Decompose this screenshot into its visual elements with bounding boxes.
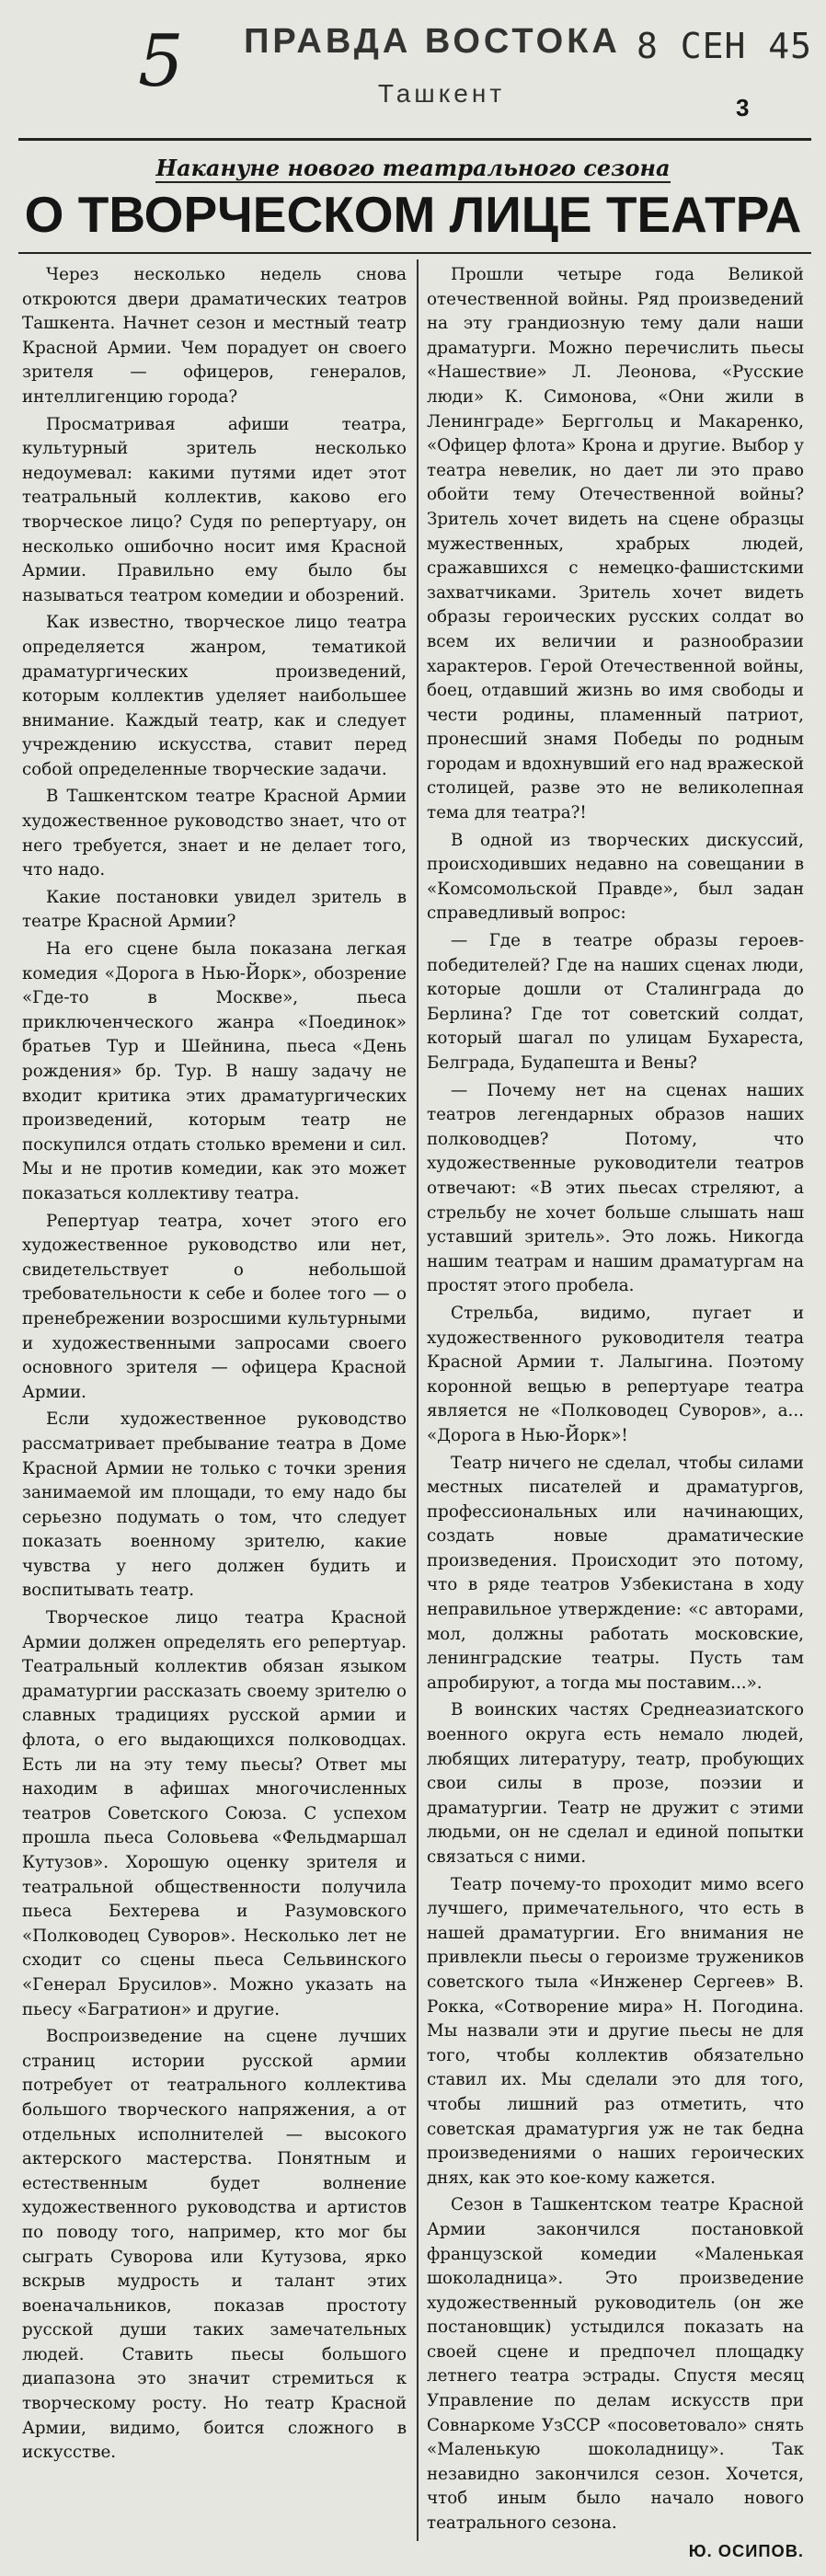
article-paragraph: В Ташкентском театре Красной Армии художественное руководство знает, что от него требуется, знает и не делает того, что надо. [22,787,407,880]
page-number: 3 [736,94,750,121]
article-title: О ТВОРЧЕСКОМ ЛИЦЕ ТЕАТРА [24,186,802,243]
handwritten-mark: 5 [138,20,184,103]
city-name: Ташкент [377,79,506,108]
rubric [0,155,826,181]
article-paragraph: Какие постановки увидел зритель в театре Красной Армии? [22,887,407,932]
left-column [22,263,407,2468]
article-paragraph: Через несколько недель снова откроются двери драматических театров Ташкента. Начнет сезон и местный театр Красной Армии. Чем порадует он своего зрителя — офицеров, генералов, интеллигенцию города? [22,265,407,407]
right-column [427,263,804,2566]
author-signature: Ю. ОСИПОВ. [688,2540,804,2560]
article-paragraph: Театр почему-то проходит мимо всего лучшего, примечательного, что есть в нашей драматургии. Его внимания не привлекли пьесы о героизме тружеников советского тыла «Инженер Сергеев» В. Рокка, «Сотворение мира» Н. Погодина. Мы назвали эти и другие пьесы не для того, чтобы коллектив обязательно ставил их. Мы сделали это для того, чтобы лишний раз отметить, что советская драматургия уж не так бедна произведениями о наших героических днях, как это кое-кому кажется. [427,1874,804,2188]
rubric-text: Накануне нового театрального сезона [155,155,671,181]
date-stamp: 8 СЕН 45 [637,26,813,66]
newspaper-name: ПРАВДА ВОСТОКА [244,22,621,61]
article-paragraph: Творческое лицо театра Красной Армии должен определять его репертуар. Театральный коллектив обязан языком драматургии рассказать своему зрителю о славных традициях русской армии и флота, о его выдающихся полководцах. Есть ли на эту тему пьесы? Ответ мы находим в афишах многочисленных театров Советского Союза. С успехом прошла пьеса Соловьева «Фельдмаршал Кутузов». Хорошую оценку зрителя и театральной общественности получила пьеса Бехтерева и Разумовского «Полководец Суворов». Несколько лет не сходит со сцены пьеса Сельвинского «Генерал Брусилов». Можно указать на пьесу «Багратион» и другие. [22,1608,407,2019]
headline-rule [18,252,811,254]
article-paragraph: В одной из творческих дискуссий, происходивших недавно на совещании в «Комсомольской Правде», был задан справедливый вопрос: [427,830,804,924]
article-paragraph: — Где в театре образы героев-победителей? Где на наших сценах люди, которые дошли от Сталинграда до Берлина? Где тот советский солдат, который шагал по улицам Бухареста, Белграда, Будапешта и Вены? [427,931,804,1073]
article-paragraph: В воинских частях Среднеазиатского военного округа есть немало людей, любящих литературу, театр, пробующих свои силы в прозе, поэзии и драматургии. Театр не дружит с этими людьми, он не сделал и единой попытки связаться с ними. [427,1700,804,1867]
article-paragraph: Как известно, творческое лицо театра определяется жанром, тематикой драматургических произведений, которым коллектив уделяет наибольшее внимание. Каждый театр, как и следует учреждению искусства, ставит перед собой определенные творческие задачи. [22,613,407,779]
article-paragraph: Прошли четыре года Великой отечественной войны. Ряд произведений на эту грандиозную тему дали наши драматурги. Можно перечислить пьесы «Нашествие» Л. Леонова, «Русские люди» К. Симонова, «Они жили в Ленинграде» Берггольц и Макаренко, «Офицер флота» Крона и другие. Выбор у театра невелик, но дает ли это право обойти тему Отечественной войны? Зритель хочет видеть на сцене образцы мужественных, храбрых людей, сражавшихся с немецко-фашистскими захватчиками. Зритель хочет видеть образы героических русских солдат во всем их величии и разнообразии характеров. Герой Отечественной войны, боец, отдавший жизнь во имя свободы и чести родины, пламенный патриот, пронесший знамя Победы по родным городам и вдохнувший его над вражеской столицей, разве это не великолепная тема для театра?! [427,265,804,823]
article-paragraph: Сезон в Ташкентском театре Красной Армии закончился постановкой французской комедии «Маленькая шоколадница». Это произведение художественный руководитель (он же постановщик) устыдился показать на своей сцене и предпочел площадку летнего театра эстрады. Спустя месяц Управление по делам искусств при Совнаркоме УзССР «посоветовало» снять «Маленькую шоколадницу». Так незавидно закончился сезон. Хочется, чтоб иным было начало нового театрального сезона. [427,2195,804,2534]
article-paragraph: На его сцене была показана легкая комедия «Дорога в Нью-Йорк», обозрение «Где-то в Москве», пьеса приключенческого жанра «Поединок» братьев Тур и Шейнина, пьеса «День рождения» бр. Тур. В нашу задачу не входит критика этих драматургических произведений, которым театр не поскупился отдать столько времени и сил. Мы и не против комедии, как это может показаться коллективу театра. [22,939,407,1203]
article-paragraph: Театр ничего не сделал, чтобы силами местных писателей и драматургов, профессиональных или начинающих, создать новые драматические произведения. Происходит это потому, что в ряде театров Узбекистана в ходу неправильное утверждение: «с авторами, мол, должны работать московские, ленинградские театры. Пусть там апробируют, а тогда мы поставим...». [427,1453,804,1693]
article-paragraph: — Почему нет на сценах наших театров легендарных образов наших полководцев? Потому, что художественные руководители театров отвечают: «В этих пьесах стреляют, а стрельбу не хочет больше слышать наш уставший зритель». Это ложь. Никогда нашим театрам и нашим драматургам на простят этого пробела. [427,1080,804,1296]
article-paragraph: Если художественное руководство рассматривает пребывание театра в Доме Красной Армии не только с точки зрения занимаемой им площади, то ему надо бы серьезно подумать о том, что следует показать военному зрителю, какие чувства у него должен будить и воспитывать театр. [22,1409,407,1601]
column-divider [417,259,419,2541]
article-paragraph: Просматривая афиши театра, культурный зритель несколько недоумевал: какими путями идет этот театральный коллектив, каково его творческое лицо? Судя по репертуару, он несколько ошибочно носит имя Красной Армии. Правильно ему было бы называться театром комедии и обозрений. [22,414,407,605]
top-rule [18,138,811,141]
article-paragraph: Воспроизведение на сцене лучших страниц истории русской армии потребует от театрального коллектива большого творческого напряжения, а от отдельных исполнителей — высокого актерского мастерства. Понятным и естественным будет волнение художественного руководства и артистов по поводу того, например, кто мог бы сыграть Суворова или Кутузова, ярко вскрыв мудрость и талант этих военачальников, показав простоту русской души таких замечательных людей. Ставить пьесы большого диапазона это значит стремиться к творческому росту. Но театр Красной Армии, видимо, боится сложного в искусстве. [22,2027,407,2463]
article-paragraph: Стрельба, видимо, пугает и художественного руководителя театра Красной Армии т. Лалыгина. Поэтому коронной вещью в репертуаре театра является не «Полководец Суворов», а... «Дорога в Нью-Йорк»! [427,1303,804,1445]
article-paragraph: Репертуар театра, хочет этого его художественное руководство или нет, свидетельствует о небольшой требовательности к себе и более того — о пренебрежении возросшими культурными и художественными запросами своего основного зрителя — офицера Красной Армии. [22,1211,407,1402]
